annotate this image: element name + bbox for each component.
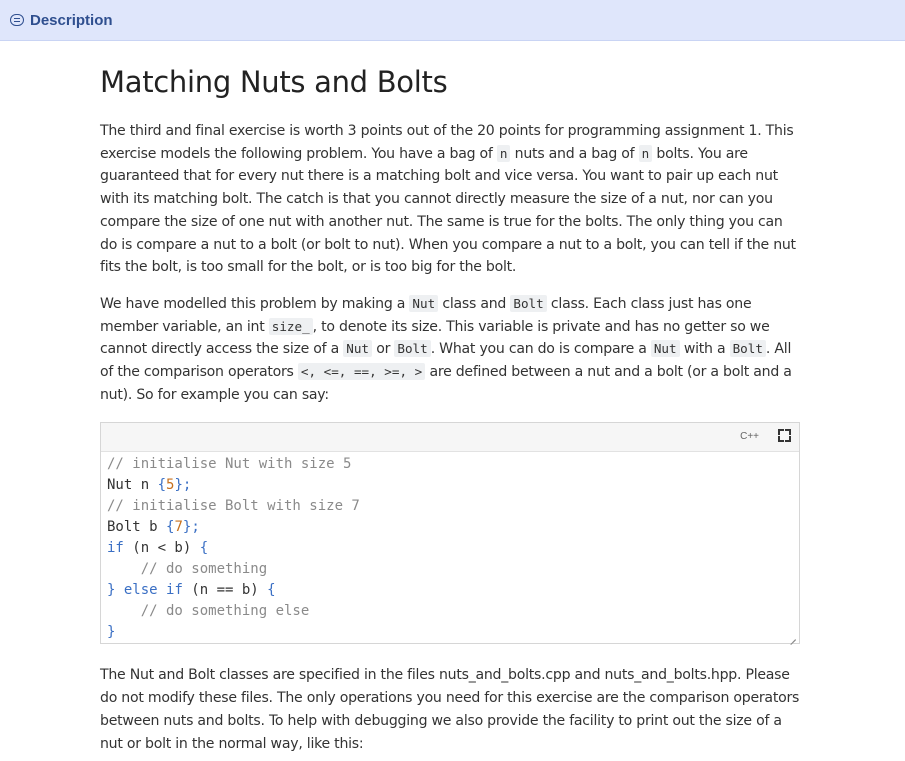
text: are defined between a nut and a bolt (or a bolt and a nut). So for example you can say: xyxy=(100,364,792,403)
code-token: }; xyxy=(174,477,192,494)
page-title: Matching Nuts and Bolts xyxy=(100,65,448,99)
code-line: } xyxy=(107,624,116,641)
code-line: // initialise Nut with size 5 xyxy=(107,456,352,473)
code-toolbar xyxy=(101,423,799,452)
code-token: 5 xyxy=(166,477,175,494)
top-bar xyxy=(0,0,905,41)
code-line: // do something else xyxy=(107,603,310,620)
code-line xyxy=(107,538,799,559)
text: class. Each class just has one member variable, an int xyxy=(100,295,752,335)
code-line xyxy=(107,580,799,601)
inline-code: Bolt xyxy=(510,295,546,312)
text: with a xyxy=(679,341,730,358)
inline-code: Nut xyxy=(343,340,372,357)
text: , to denote its size. This variable is private and has no getter so we cannot directly access the size of a xyxy=(100,318,770,358)
code-line xyxy=(107,517,799,538)
code-token: Nut n xyxy=(107,477,158,494)
text: nuts and a bag of xyxy=(510,145,639,162)
code-token: if xyxy=(107,540,124,557)
description-tab[interactable] xyxy=(10,12,113,29)
code-token: { xyxy=(267,582,276,599)
code-token: { xyxy=(199,540,209,557)
paragraph-intro xyxy=(100,120,800,279)
text: class and xyxy=(438,295,511,312)
text: We have modelled this problem by making a xyxy=(100,295,410,312)
code-token: { xyxy=(157,477,167,494)
inline-code: Nut xyxy=(651,340,680,357)
inline-code: n xyxy=(497,145,511,162)
inline-code: size_ xyxy=(269,318,313,335)
fullscreen-icon[interactable] xyxy=(778,429,791,442)
code-line: // do something xyxy=(107,561,268,578)
code-token: { xyxy=(166,519,175,536)
code-editor[interactable] xyxy=(100,422,800,644)
code-token: (n == b) xyxy=(182,582,268,599)
inline-code: <, <=, ==, >=, > xyxy=(298,363,425,380)
text: or xyxy=(371,341,395,358)
code-token: Bolt b xyxy=(107,519,167,536)
code-token: } xyxy=(107,582,116,599)
code-token: 7 xyxy=(174,519,183,536)
code-token: else if xyxy=(115,582,183,599)
code-line xyxy=(107,475,799,496)
text: The third and final exercise is worth 3 points out of the 20 points for programming assignment 1. This exercise models the following problem. You have a bag of xyxy=(100,123,794,162)
text: . What you can do is compare a xyxy=(430,341,651,358)
code-content[interactable] xyxy=(101,452,799,643)
description-icon xyxy=(10,14,24,26)
code-token: }; xyxy=(182,519,200,536)
description-content xyxy=(100,41,800,755)
language-label: C++ xyxy=(740,431,759,443)
text: bolts. You are guaranteed that for every nut there is a matching bolt and vice versa. You want to pair up each nut with its matching bolt. The catch is that you cannot directly measure the size of a nut, nor can you compare the size of one nut with another nut. The same is true for the bolts. The only thing you can do is compare a nut to a bolt (or bolt to nut). When you compare a nut to a bolt, you can tell if the nut fits the bolt, is too small for the bolt, or is too big for the bolt. xyxy=(100,145,796,276)
code-line: // initialise Bolt with size 7 xyxy=(107,498,360,515)
inline-code: n xyxy=(639,145,653,162)
inline-code: Nut xyxy=(409,295,438,312)
paragraph-files: The Nut and Bolt classes are specified in the files nuts_and_bolts.cpp and nuts_and_bolts.hpp. Please do not modify these files. The only operations you need for this exercise are the comparison operators between nuts and bolts. To help with debugging we also provide the facility to print out the size of a nut or bolt in the normal way, like this: xyxy=(100,667,800,752)
inline-code: Bolt xyxy=(394,340,430,357)
description-tab-label: Description xyxy=(30,11,113,29)
resize-handle-icon[interactable] xyxy=(789,633,796,640)
code-token: (n < b) xyxy=(123,540,200,557)
text: . All of the comparison operators xyxy=(100,341,792,381)
inline-code: Bolt xyxy=(730,340,766,357)
paragraph-model xyxy=(100,293,800,407)
